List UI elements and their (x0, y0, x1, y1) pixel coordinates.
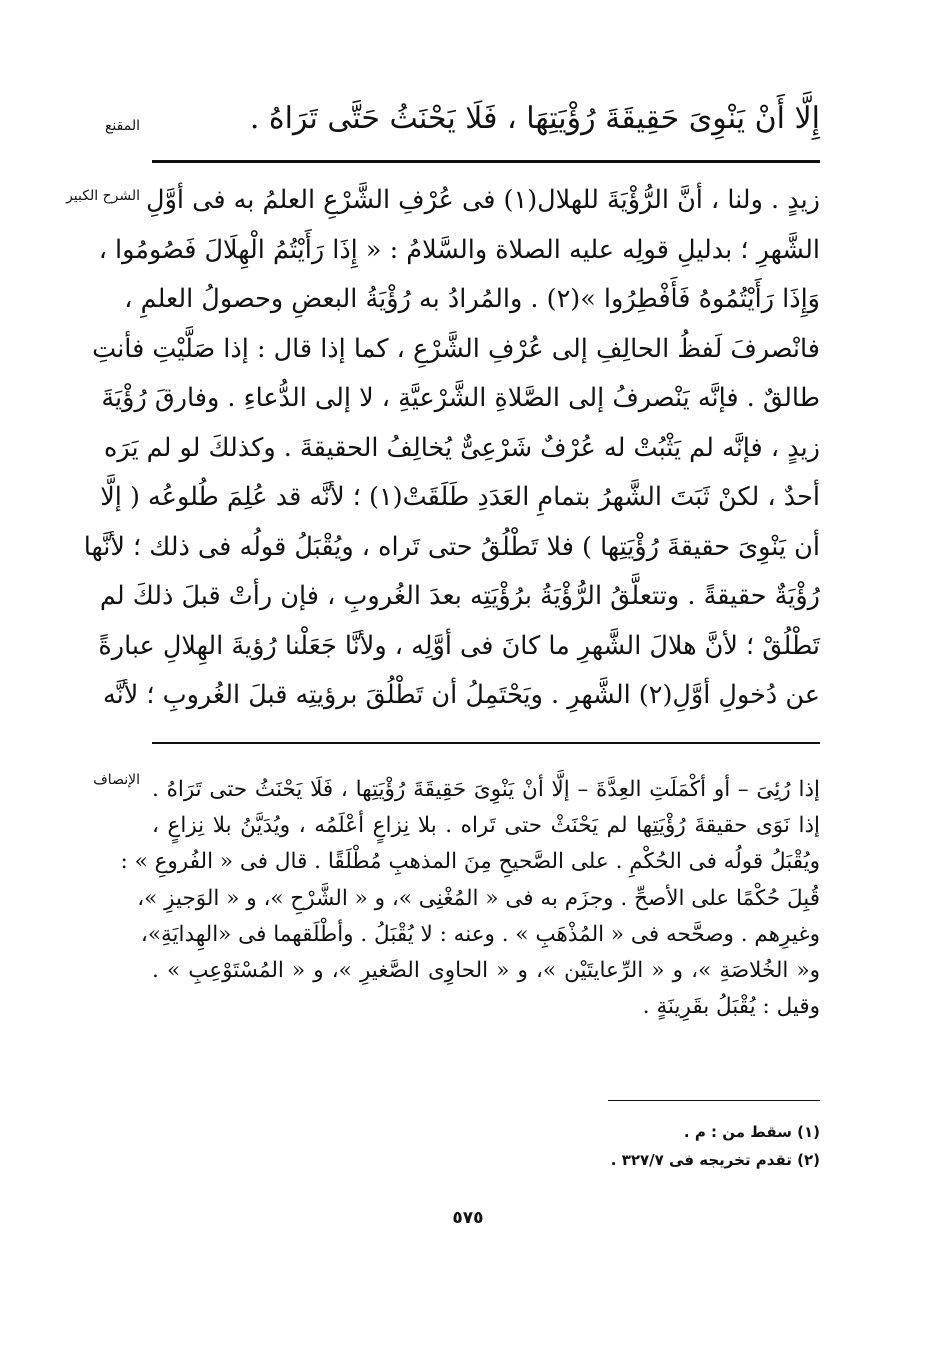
section-divider (152, 742, 820, 744)
text-line: عن دُخولِ أوَّلِ(٢) الشَّهرِ . ويَحْتَمِلُ أن تَطْلُقَ برؤيتِه قبلَ الغُروبِ ؛ لأنَّه (102, 680, 820, 710)
text-line: (٢) تقدم تخريجه فى ٣٢٧/٧ . (610, 1151, 820, 1169)
text-line: زيدٍ . ولنا ، أنَّ الرُّؤْيَةَ للهلال(١) فى عُرْفِ الشَّرْعِ العلمُ به فى أوَّلِ (146, 185, 820, 215)
text-line: رُؤْيَةٌ حقيقةً . وتتعلَّقُ الرُّؤْيَةُ برُؤْيَتِه بعدَ الغُروبِ ، فإن رأتْ قبلَ ذلكَ لم (99, 581, 820, 611)
text-line: طالقٌ . فإنَّه يَنْصرفُ إلى الصَّلاةِ الشَّرْعيَّةِ ، لا إلى الدُّعاءِ . وفارقَ رُؤْيَةَ (101, 383, 820, 413)
side-label-muqni: المقنع (104, 118, 140, 134)
footnote-rule (608, 1100, 820, 1101)
text-line: الشَّهرِ ؛ بدليلِ قولِه عليه الصلاة والسَّلامُ : « إِذَا رَأَيْتُمُ الْهِلَالَ فَصُومُوا ، (98, 234, 820, 265)
footnotes (152, 1118, 820, 1174)
insaf-text (120, 772, 820, 1025)
text-line: وقيل : يُقْبَلُ بقَرِينَةٍ . (642, 994, 820, 1020)
text-line: أن يَنْوِىَ حقيقةَ رُؤْيَتِها ) فلا تَطْلُقُ حتى تَراه ، ويُقْبَلُ قولُه فى ذلك ؛ لأنَّها (83, 531, 820, 562)
text-line: و« الخُلاصَةِ »، و « الرِّعايتَيْن »، و « الحاوِى الصَّغيرِ »، و « المُسْتَوْعِبِ » . (152, 958, 820, 984)
text-line: وَإِذَا رَأَيْتُمُوهُ فَأَفْطِرُوا »(٢) . والمُرادُ به رُؤْيَةُ البعضِ وحصولُ العلمِ ، (124, 284, 820, 314)
text-line: (١) سقط من : م . (683, 1123, 820, 1141)
text-line: فانْصرفَ لَفظُ الحالِفِ إلى عُرْفِ الشَّرْعِ ، كما إذا قال : إذا صَلَّيْتِ فأنتِ (92, 333, 820, 364)
text-line: أحدٌ ، لكنْ ثَبَتَ الشَّهرُ بتمامِ العَدَدِ طَلَقَتْ(١) ؛ لأنَّه قد عُلِمَ طُلوعُه ( إلَّا (100, 482, 820, 512)
side-label-sharh: الشرح الكبير (66, 188, 140, 204)
side-label-insaf: الإنصاف (93, 772, 140, 788)
text-line: قُبِلَ حُكْمًا على الأصحِّ . وجزَم به فى « المُغْنِى »، و « الشَّرْحِ »، و « الوَجيزِ »، (137, 885, 820, 911)
header-rule (152, 160, 820, 163)
text-line: زيدٍ ، فإنَّه لم يَثْبُتْ له عُرْفٌ شَرْعِىٌّ يُخالِفُ الحقيقةَ . وكذلكَ لو لم يَرَه (104, 432, 820, 463)
text-line: إِلَّا أَنْ يَنْوِىَ حَقِيقَةَ رُؤْيَتِهَا ، فَلَا يَحْنَثُ حَتَّى تَرَاهُ . (249, 101, 820, 136)
text-line: إذا رُئِىَ – أو أكْمَلَتِ العِدَّةَ – إلَّا أنْ يَنْوِىَ حَقِيقَةَ رُؤْيَتِها ، فَلَا يَحْنَثُ حتى تَرَاهُ . (152, 777, 820, 802)
page-number: ٥٧٥ (452, 1208, 484, 1228)
text-line: تَطْلُقْ ؛ لأنَّ هلالَ الشَّهرِ ما كانَ فى أوَّلِه ، ولأنَّا جَعَلْنا رُؤيةَ الهِلالِ عبارةً (98, 630, 820, 661)
text-line: ويُقْبَلُ قولُه فى الحُكْمِ . على الصَّحيحِ مِنَ المذهبِ مُطْلَقًا . قال فى « الفُروعِ » : (120, 849, 820, 875)
text-line: وغيرِهم . وصحَّحه فى « المُذْهَبِ » . وعنه : لا يُقْبَلُ . وأطْلَقهما فى «الهِدايَةِ»، (140, 921, 820, 947)
muqni-text (152, 96, 820, 142)
text-line: إذا نَوَى حقيقةَ رُؤْيَتِها لم يَحْنَثْ حتى تَراه . بلا نِزاعٍ أعْلَمُه ، ويُدَيَّنُ بلا نِزاعٍ ، (152, 813, 820, 839)
